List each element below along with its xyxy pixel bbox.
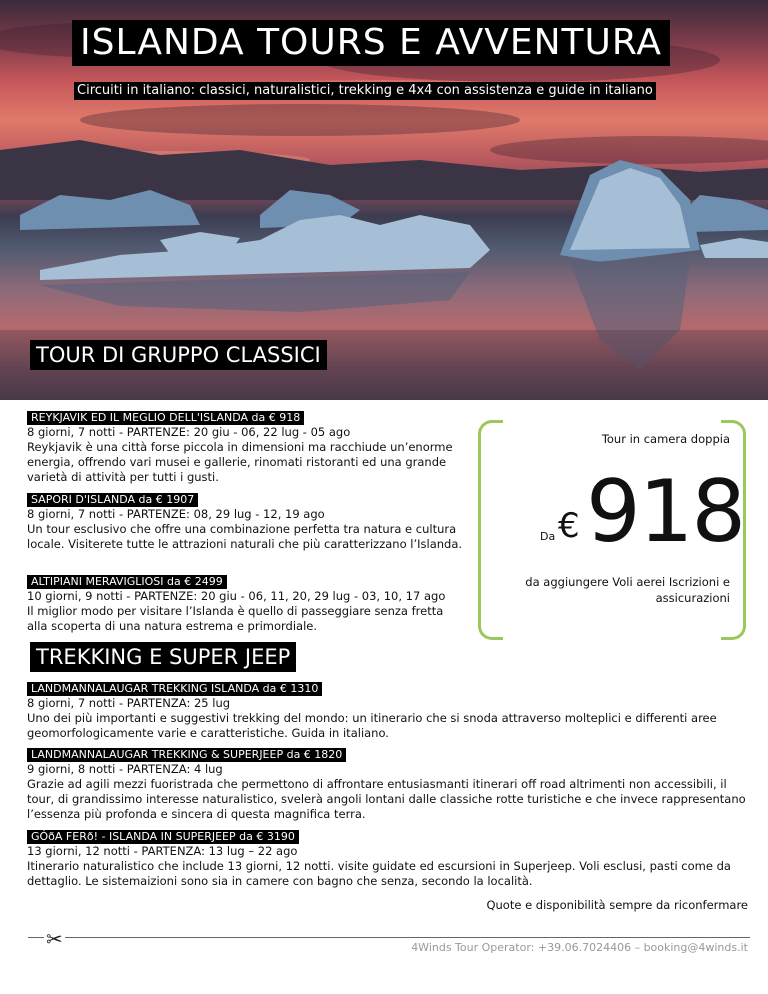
contact-info: 4Winds Tour Operator: +39.06.7024406 – booking@4winds.it bbox=[411, 941, 748, 954]
tour-dates: 8 giorni, 7 notti - PARTENZE: 08, 29 lug - 12, 19 ago bbox=[27, 507, 325, 521]
tour-heading: LANDMANNALAUGAR TREKKING ISLANDA da € 1310 bbox=[27, 682, 322, 696]
tour-description: Grazie ad agili mezzi fuoristrada che permettono di affrontare entusiasmanti itinerari off road altrimenti non accessibili, il tour, di grandissimo interesse naturalistico, svelerà angoli lontani dalle classiche rotte turistiche e che invece rappresentano l’essenza più profonda e sincera di questa magnifica terra. bbox=[27, 777, 746, 821]
price-room-label: Tour in camera doppia bbox=[601, 432, 730, 446]
tour-heading: ALTIPIANI MERAVIGLIOSI da € 2499 bbox=[27, 575, 227, 589]
tour-item bbox=[27, 570, 467, 634]
tour-item bbox=[27, 488, 467, 552]
tour-item bbox=[27, 406, 467, 485]
tour-description: Uno dei più importanti e suggestivi trekking del mondo: un itinerario che si snoda attraverso molteplici e differenti aree geomorfologicamente varie e caratteristiche. Guida in italiano. bbox=[27, 711, 717, 740]
tour-heading: SAPORI D'ISLANDA da € 1907 bbox=[27, 493, 198, 507]
tour-dates: 13 giorni, 12 notti - PARTENZA: 13 lug – 22 ago bbox=[27, 844, 298, 858]
tour-item bbox=[27, 825, 747, 889]
tour-dates: 8 giorni, 7 notti - PARTENZA: 25 lug bbox=[27, 696, 231, 710]
tour-item bbox=[27, 743, 747, 822]
price-amount: 918 bbox=[586, 462, 745, 562]
page-title: ISLANDA TOURS E AVVENTURA bbox=[72, 20, 670, 66]
tour-description: Il miglior modo per visitare l’Islanda è quello di passeggiare senza fretta alla scoperta di una natura estrema e primordiale. bbox=[27, 604, 444, 633]
cut-line bbox=[28, 937, 750, 938]
price-currency: € bbox=[558, 506, 580, 546]
tour-dates: 10 giorni, 9 notti - PARTENZE: 20 giu - 06, 11, 20, 29 lug - 03, 10, 17 ago bbox=[27, 589, 446, 603]
tour-dates: 8 giorni, 7 notti - PARTENZE: 20 giu - 06, 22 lug - 05 ago bbox=[27, 425, 351, 439]
tour-description: Un tour esclusivo che offre una combinazione perfetta tra natura e cultura locale. Visiterete tutte le attrazioni naturali che più caratterizzano l’Islanda. bbox=[27, 522, 463, 551]
price-prefix: Da bbox=[540, 530, 556, 543]
tour-description: Reykjavik è una città forse piccola in dimensioni ma racchiude un’enorme energia, offrendo vari musei e gallerie, rinomati ristoranti ed una grande varietà di attività per tutti i gusti. bbox=[27, 440, 453, 484]
section-title-trekking: TREKKING E SUPER JEEP bbox=[30, 642, 296, 672]
price-note: da aggiungere Voli aerei Iscrizioni e assicurazioni bbox=[525, 575, 730, 605]
section-title-classic-tours: TOUR DI GRUPPO CLASSICI bbox=[30, 340, 327, 370]
bracket-left bbox=[478, 420, 503, 640]
page-subtitle: Circuiti in italiano: classici, naturalistici, trekking e 4x4 con assistenza e guide in italiano bbox=[74, 82, 656, 100]
tour-heading: REYKJAVIK ED IL MEGLIO DELL'ISLANDA da € 918 bbox=[27, 411, 304, 425]
footer-note: Quote e disponibilità sempre da riconfermare bbox=[486, 898, 748, 912]
tour-heading: LANDMANNALAUGAR TREKKING & SUPERJEEP da € 1820 bbox=[27, 748, 346, 762]
tour-dates: 9 giorni, 8 notti - PARTENZA: 4 lug bbox=[27, 762, 223, 776]
tour-item bbox=[27, 677, 747, 741]
tour-heading: GÓðA FERð! - ISLANDA IN SUPERJEEP da € 3190 bbox=[27, 830, 299, 844]
price-box bbox=[478, 420, 746, 636]
tour-description: Itinerario naturalistico che include 13 giorni, 12 notti. visite guidate ed escursioni in Superjeep. Voli esclusi, pasti come da dettaglio. Le sistemaizioni sono sia in camere con bagno che senza, secondo la località. bbox=[27, 859, 731, 888]
scissors-icon: ✂ bbox=[46, 927, 63, 951]
